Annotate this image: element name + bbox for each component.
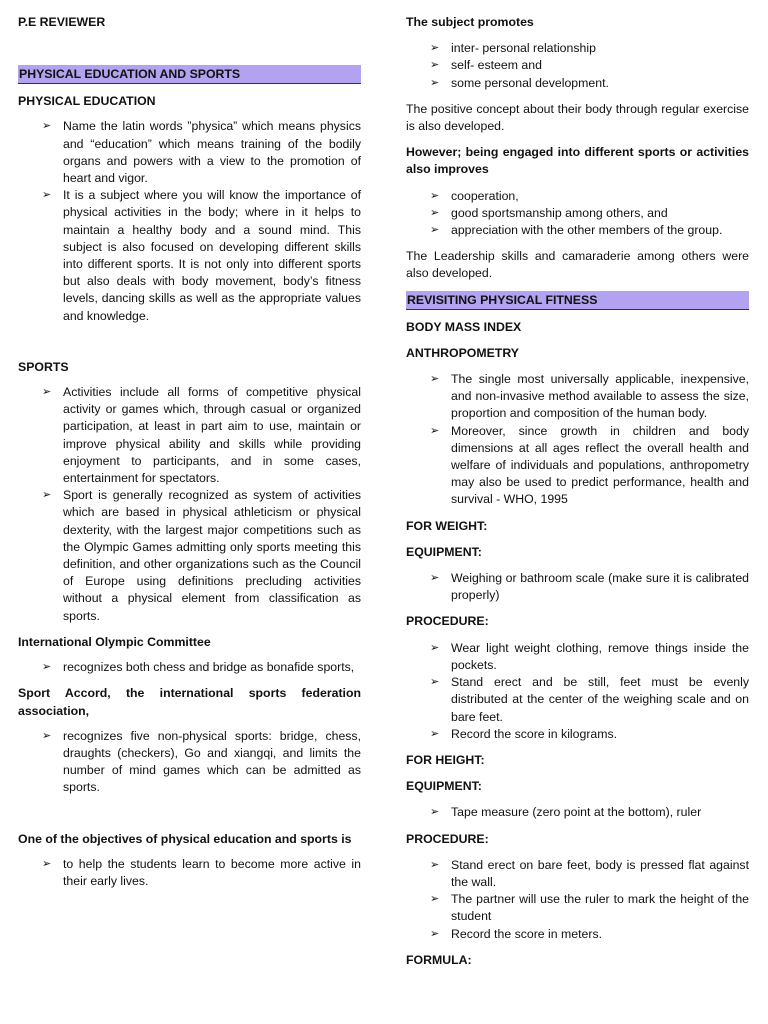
heading-anthropometry: ANTHROPOMETRY	[406, 345, 519, 360]
arrow-bullet-icon: ➢	[430, 42, 440, 55]
list-however	[406, 188, 749, 240]
list-item-text: Sport is generally recognized as system of activities which are based in physical athleticism or physical dexterity, with the largest major competitions such as the Olympic Games admitting only sports meeting this definition, and other organizations such as the Council of Europe using definitions precluding activities without a physical element from classification as sports.	[63, 488, 361, 623]
list-item-text: Wear light weight clothing, remove things inside the pockets.	[451, 640, 749, 672]
heading-ioc: International Olympic Committee	[18, 634, 211, 649]
list-item-text: Record the score in meters.	[451, 926, 603, 941]
arrow-bullet-icon: ➢	[430, 76, 440, 89]
arrow-bullet-icon: ➢	[430, 893, 440, 906]
arrow-bullet-icon: ➢	[430, 727, 440, 740]
list-item-text: appreciation with the other members of the group.	[451, 223, 723, 238]
document-title: P.E REVIEWER	[18, 15, 106, 29]
right-column	[406, 14, 749, 969]
list-item	[406, 75, 749, 92]
arrow-bullet-icon: ➢	[430, 373, 440, 386]
text-leadership: The Leadership skills and camaraderie among others were also developed.	[406, 249, 749, 281]
heading-physical-education: PHYSICAL EDUCATION	[18, 94, 156, 109]
list-promotes	[406, 40, 749, 92]
list-item-text: to help the students learn to become more active in their early lives.	[63, 856, 361, 888]
arrow-bullet-icon: ➢	[430, 676, 440, 689]
heading-equipment-height: EQUIPMENT:	[406, 779, 482, 794]
list-item-text: self- esteem and	[451, 58, 542, 73]
list-item	[18, 659, 361, 676]
arrow-bullet-icon: ➢	[430, 189, 440, 202]
heading-procedure-height: PROCEDURE:	[406, 831, 489, 846]
heading-sport-accord: Sport Accord, the international sports federation association,	[18, 686, 361, 718]
list-item	[18, 487, 361, 625]
list-equipment-weight	[406, 570, 749, 604]
list-item-text: Weighing or bathroom scale (make sure it is calibrated properly)	[451, 571, 749, 603]
list-item-text: recognizes both chess and bridge as bonafide sports,	[63, 660, 355, 675]
arrow-bullet-icon: ➢	[430, 572, 440, 585]
list-item	[18, 187, 361, 325]
arrow-bullet-icon: ➢	[42, 189, 52, 202]
list-ioc	[18, 659, 361, 676]
heading-for-height: FOR HEIGHT:	[406, 752, 485, 767]
list-item-text: cooperation,	[451, 188, 519, 203]
list-item	[406, 222, 749, 239]
list-item	[406, 57, 749, 74]
arrow-bullet-icon: ➢	[430, 641, 440, 654]
section-header-pe-sports: PHYSICAL EDUCATION AND SPORTS	[18, 65, 361, 84]
heading-bmi: BODY MASS INDEX	[406, 319, 522, 334]
heading-sports: SPORTS	[18, 359, 69, 374]
list-item-text: some personal development.	[451, 75, 609, 90]
arrow-bullet-icon: ➢	[430, 424, 440, 437]
heading-formula: FORMULA:	[406, 952, 472, 967]
arrow-bullet-icon: ➢	[42, 857, 52, 870]
heading-for-weight: FOR WEIGHT:	[406, 518, 488, 533]
list-item	[406, 40, 749, 57]
arrow-bullet-icon: ➢	[430, 806, 440, 819]
list-item-text: Record the score in kilograms.	[451, 726, 618, 741]
list-item	[406, 891, 749, 925]
list-item	[406, 726, 749, 743]
list-item-text: The single most universally applicable, inexpensive, and non-invasive method available to assess the size, proportion and composition of the human body.	[451, 372, 749, 421]
list-pe	[18, 118, 361, 324]
list-item-text: It is a subject where you will know the importance of physical activities in the body; where in it helps to maintain a healthy body and a sound mind. This subject is also focused on developing different skills into different sports. It is not only into different sports but also deals with body movement, body’s fitness levels, dancing skills as well as the appropriate values and knowledge.	[63, 188, 361, 323]
list-item	[406, 570, 749, 604]
arrow-bullet-icon: ➢	[42, 489, 52, 502]
heading-equipment-weight: EQUIPMENT:	[406, 544, 482, 559]
list-item	[18, 856, 361, 890]
arrow-bullet-icon: ➢	[42, 729, 52, 742]
arrow-bullet-icon: ➢	[430, 206, 440, 219]
list-anthropometry	[406, 371, 749, 509]
list-item-text: Activities include all forms of competitive physical activity or games which, through casual or organized participation, at least in part aim to use, maintain or improve physical ability and skills while providing enjoyment to participants, and in some cases, entertainment for spectators.	[63, 385, 361, 486]
list-item	[406, 371, 749, 423]
list-item-text: recognizes five non-physical sports: bridge, chess, draughts (checkers), Go and xiangqi, and limits the number of mind games which can be admitted as sports.	[63, 728, 361, 795]
list-item	[406, 188, 749, 205]
heading-procedure-weight: PROCEDURE:	[406, 614, 489, 629]
list-item	[18, 118, 361, 187]
list-item-text: Stand erect on bare feet, body is pressed flat against the wall.	[451, 857, 749, 889]
list-item	[406, 804, 749, 821]
list-item	[18, 728, 361, 797]
heading-subject-promotes: The subject promotes	[406, 15, 534, 29]
heading-objectives: One of the objectives of physical education and sports is	[18, 831, 352, 846]
list-item	[406, 857, 749, 891]
arrow-bullet-icon: ➢	[430, 224, 440, 237]
list-item-text: Name the latin words ”physica” which means physics and “education” which means training of the bodily organs and powers with a view to the promotion of heart and vigor.	[63, 119, 361, 186]
list-item-text: Moreover, since growth in children and body dimensions at all ages reflect the overall health and welfare of individuals and populations, anthropometry may also be used to predict performance, health and survival - WHO, 1995	[451, 423, 749, 507]
list-sports	[18, 384, 361, 625]
list-objectives	[18, 856, 361, 890]
list-item-text: Stand erect and be still, feet must be evenly distributed at the center of the weighing scale and on bare feet.	[451, 675, 749, 724]
list-item	[18, 384, 361, 487]
list-equipment-height	[406, 804, 749, 821]
heading-however: However; being engaged into different sports or activities also improves	[406, 145, 749, 177]
list-item	[406, 640, 749, 674]
list-procedure-height	[406, 857, 749, 943]
arrow-bullet-icon: ➢	[42, 386, 52, 399]
arrow-bullet-icon: ➢	[430, 59, 440, 72]
list-sport-accord	[18, 728, 361, 797]
list-item-text: The partner will use the ruler to mark the height of the student	[451, 892, 749, 924]
arrow-bullet-icon: ➢	[430, 858, 440, 871]
list-item-text: Tape measure (zero point at the bottom), ruler	[451, 805, 702, 820]
list-procedure-weight	[406, 640, 749, 743]
arrow-bullet-icon: ➢	[430, 927, 440, 940]
section-header-physical-fitness: REVISITING PHYSICAL FITNESS	[406, 291, 749, 310]
text-positive-concept: The positive concept about their body through regular exercise is also developed.	[406, 101, 749, 134]
list-item	[406, 674, 749, 726]
list-item-text: inter- personal relationship	[451, 41, 596, 56]
left-column	[18, 14, 361, 890]
list-item-text: good sportsmanship among others, and	[451, 205, 668, 220]
list-item	[406, 205, 749, 222]
arrow-bullet-icon: ➢	[42, 661, 52, 674]
list-item	[406, 423, 749, 509]
list-item	[406, 926, 749, 943]
arrow-bullet-icon: ➢	[42, 120, 52, 133]
